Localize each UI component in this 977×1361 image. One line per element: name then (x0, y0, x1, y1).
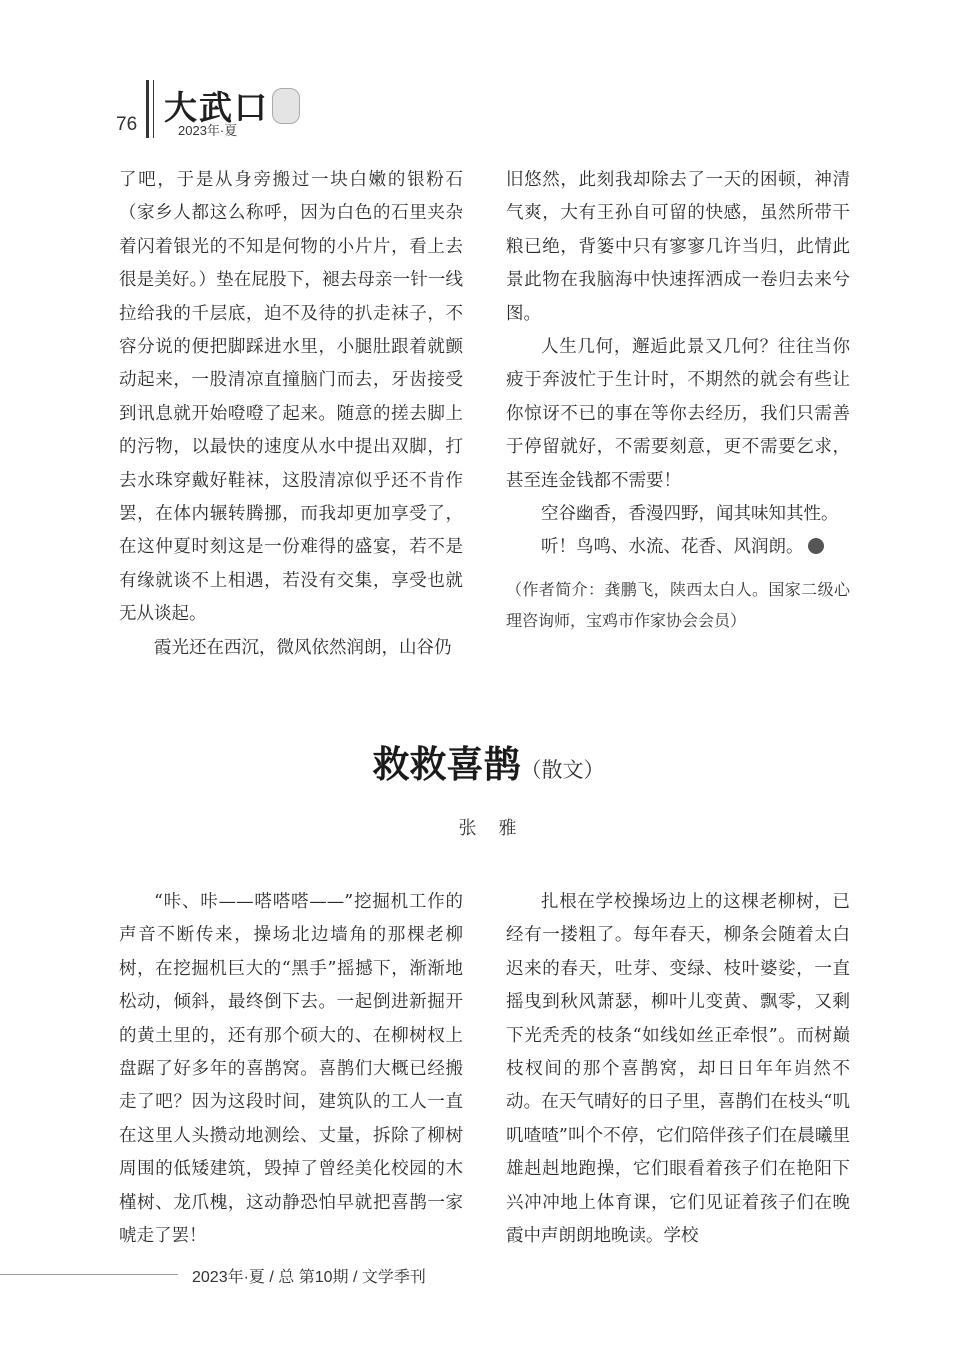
paragraph: 旧悠然，此刻我却除去了一天的困顿，神清气爽，大有王孙自可留的快感，虽然所带干粮已绝，背篓中只有寥寥几许当归，此情此景此物在我脑海中快速挥洒成一卷归去来兮图。 (506, 170, 850, 324)
article-right-column (506, 886, 850, 1253)
article-author: 张 雅 (458, 818, 519, 838)
page-number: 76 (116, 114, 138, 135)
article-title (0, 734, 977, 788)
paragraph (506, 531, 850, 564)
article-left-column (119, 886, 463, 1253)
header-issue: 2023年·夏 (178, 123, 238, 138)
article-genre: （散文） (520, 758, 605, 782)
end-mark-icon (808, 538, 824, 554)
paragraph: 空谷幽香，香漫四野，闻其味知其性。 (541, 504, 839, 525)
paragraph-text: 听！鸟鸣、水流、花香、风润朗。 (541, 537, 804, 558)
paragraph: 扎根在学校操场边上的这棵老柳树，已经有一搂粗了。每年春天，柳条会随着太白迟来的春天，吐芽、变绿、枝叶婆娑，一直摇曳到秋风萧瑟，柳叶儿变黄、飘零，又剩下光秃秃的枝条“如线如丝正牵恨”。而树巅枝杈间的那个喜鹊窝，却日日年年岿然不动。在天气晴好的日子里，喜鹊们在枝头“叽叽喳喳”叫个不停，它们陪伴孩子们在晨曦里雄赳赳地跑操，它们眼看着孩子们在艳阳下兴冲冲地上体育课，它们见证着孩子们在晚霞中声朗朗地晚读。学校 (506, 892, 850, 1247)
continued-right-column (506, 164, 850, 565)
footer-rule (0, 1274, 178, 1275)
logo-seal-icon (272, 88, 300, 124)
paragraph: 了吧，于是从身旁搬过一块白嫩的银粉石（家乡人都这么称呼，因为白色的石里夹杂着闪着银光的不知是何物的小片片，看上去很是美好。）垫在屁股下，褪去母亲一针一线拉给我的千层底，迫不及待的扒走袜子，不容分说的便把脚踩进水里，小腿肚跟着就颤动起来，一股清凉直撞脑门而去，牙齿接受到讯息就开始噔噔了起来。随意的搓去脚上的污物，以最快的速度从水中提出双脚，打去水珠穿戴好鞋袜，这股清凉似乎还不肯作罢，在体内辗转腾挪，而我却更加享受了，在这仲夏时刻这是一份难得的盛宴，若不是有缘就谈不上相遇，若没有交集，享受也就无从谈起。 (119, 170, 463, 625)
continued-left-column (119, 164, 463, 665)
article-title-main: 救救喜鹊 (372, 742, 521, 786)
header-divider-thick (146, 80, 149, 138)
paragraph: “咔、咔——嗒嗒嗒——”挖掘机工作的声音不断传来，操场北边墙角的那棵老柳树，在挖掘机巨大的“黑手”摇撼下，渐渐地松动，倾斜，最终倒下去。一起倒进新掘开的黄土里的，还有那个硕大的、在柳树杈上盘踞了好多年的喜鹊窝。喜鹊们大概已经搬走了吧？因为这段时间，建筑队的工人一直在这里人头攒动地测绘、丈量，拆除了柳树周围的低矮建筑，毁掉了曾经美化校园的木槿树、龙爪槐，这动静恐怕早就把喜鹊一家唬走了罢！ (119, 892, 463, 1247)
header-divider-thin (153, 80, 154, 138)
author-bio-text: （作者简介：龚鹏飞，陕西太白人。国家二级心理咨询师，宝鸡市作家协会会员） (506, 580, 850, 630)
footer-issue-info: 2023年·夏 / 总 第10期 / 文学季刊 (192, 1269, 426, 1286)
author-bio (506, 574, 850, 636)
paragraph: 人生几何，邂逅此景又几何？往往当你疲于奔波忙于生计时，不期然的就会有些让你惊讶不已的事在等你去经历，我们只需善于停留就好，不需要刻意，更不需要乞求，甚至连金钱都不需要！ (506, 337, 850, 491)
paragraph: 霞光还在西沉，微风依然润朗，山谷仍 (154, 637, 452, 658)
magazine-logo: 大武口 (164, 88, 269, 127)
